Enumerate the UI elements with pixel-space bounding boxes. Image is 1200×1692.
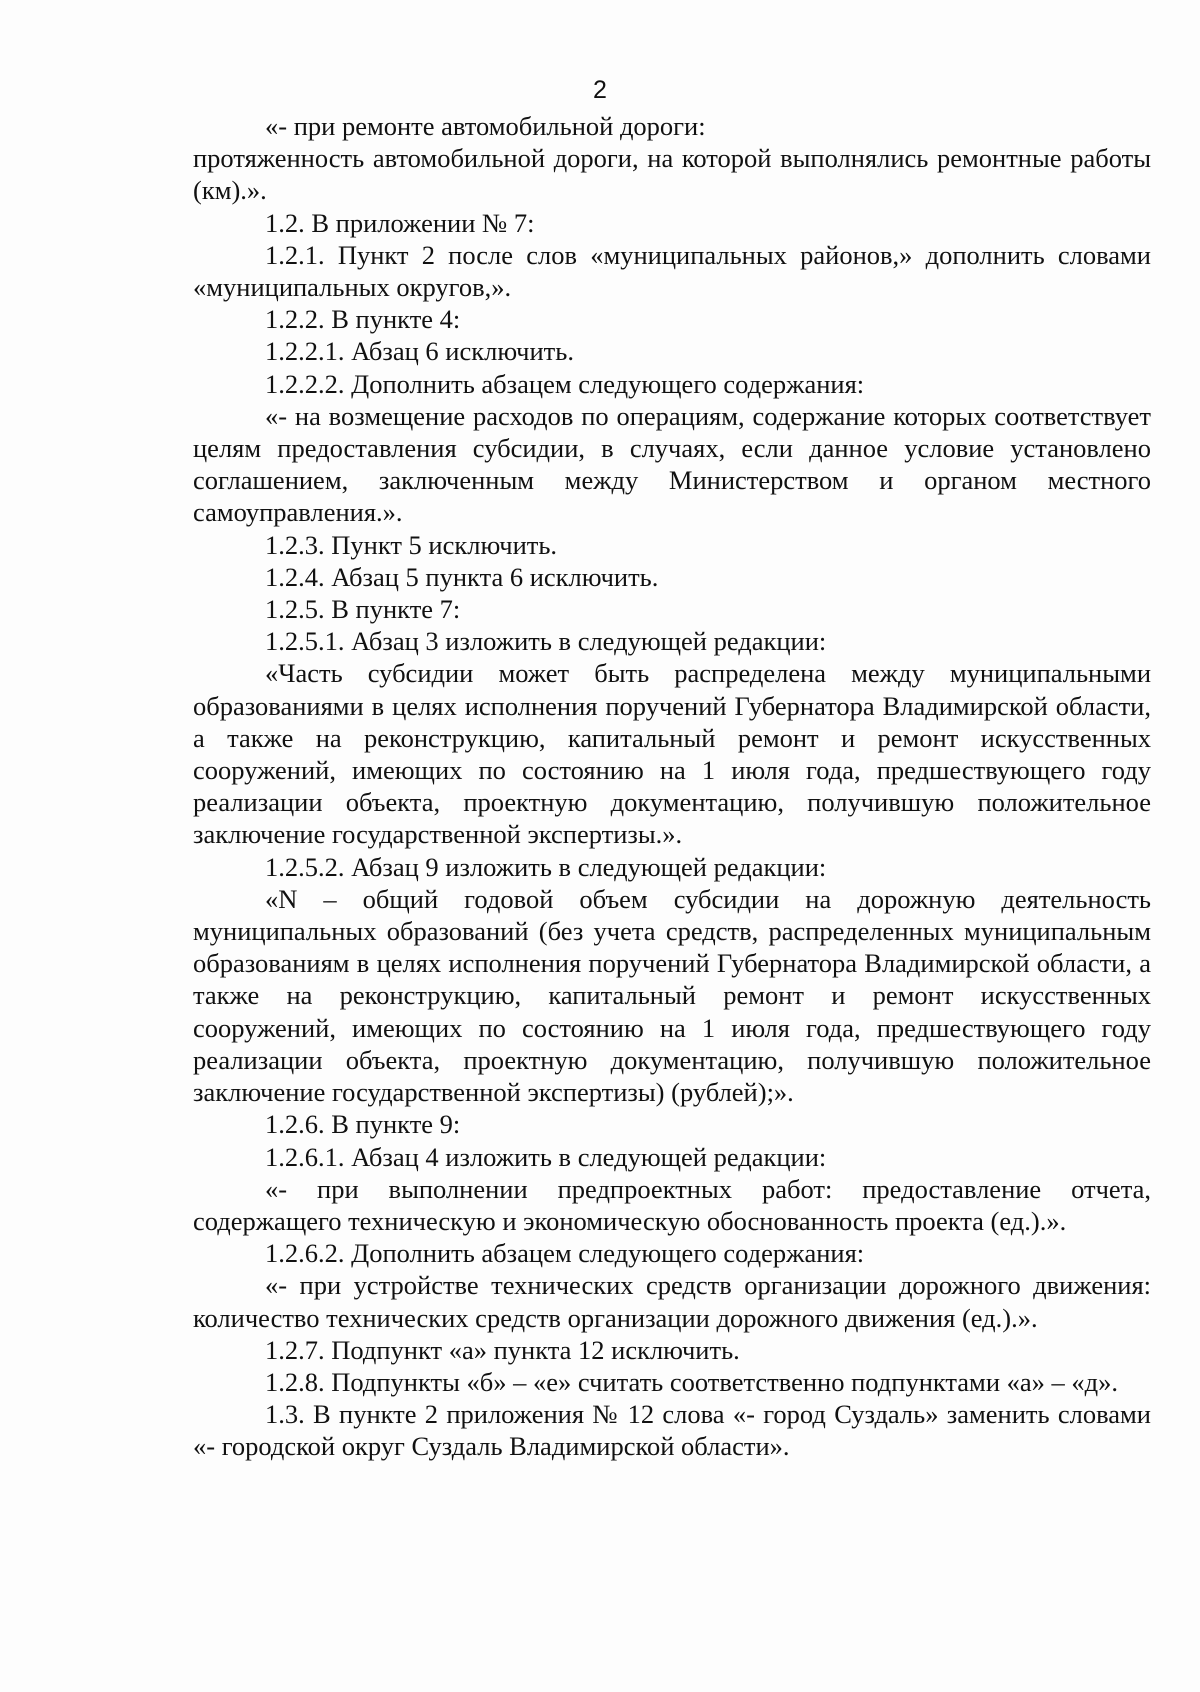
paragraph: 1.2.6.2. Дополнить абзацем следующего содержания: [265, 1238, 865, 1269]
paragraph: 1.2.6. В пункте 9: [265, 1109, 461, 1140]
paragraph: 1.2.5.1. Абзац 3 изложить в следующей редакции: [265, 626, 827, 657]
paragraph: «- на возмещение расходов по операциям, содержание которых соответствует целям предоставления субсидии, в случаях, если данное условие установлено соглашением, заключенным между Министерством и органом местного самоуправления.». [193, 400, 1151, 528]
paragraph: «Часть субсидии может быть распределена между муниципальными образованиями в целях исполнения поручений Губернатора Владимирской области, а также на реконструкцию, капитальный ремонт и ремонт искусственных сооружений, имеющих по состоянию на 1 июля года, предшествующего году реализации объекта, проектную документацию, получившую положительное заключение государственной экспертизы.». [193, 658, 1151, 850]
paragraph: 1.2.2. В пункте 4: [265, 304, 461, 335]
paragraph: 1.3. В пункте 2 приложения № 12 слова «- город Суздаль» заменить словами «- городской округ Суздаль Владимирской области». [193, 1399, 1151, 1462]
paragraph: 1.2.5. В пункте 7: [265, 594, 461, 625]
paragraph: 1.2.2.1. Абзац 6 исключить. [265, 336, 574, 367]
paragraph: «- при выполнении предпроектных работ: предоставление отчета, содержащего техническую и экономическую обоснованность проекта (ед.).». [193, 1173, 1151, 1236]
paragraph: «- при устройстве технических средств организации дорожного движения: количество технических средств организации дорожного движения (ед.).». [193, 1270, 1151, 1333]
paragraph: «- при ремонте автомобильной дороги: [265, 111, 706, 141]
paragraph: 1.2.7. Подпункт «а» пункта 12 исключить. [265, 1334, 740, 1365]
paragraph: 1.2.1. Пункт 2 после слов «муниципальных районов,» дополнить словами «муниципальных округов,». [193, 239, 1151, 303]
paragraph: 1.2.3. Пункт 5 исключить. [265, 529, 558, 560]
paragraph: 1.2.5.2. Абзац 9 изложить в следующей редакции: [265, 851, 827, 882]
paragraph: 1.2.8. Подпункты «б» – «е» считать соответственно подпунктами «а» – «д». [265, 1366, 1119, 1397]
document-body [193, 110, 1151, 1463]
page-number: 2 [593, 76, 607, 104]
paragraph: 1.2. В приложении № 7: [265, 207, 535, 238]
paragraph: 1.2.2.2. Дополнить абзацем следующего содержания: [265, 368, 865, 399]
paragraph: протяженность автомобильной дороги, на которой выполнялись ремонтные работы (км).». [193, 143, 1151, 206]
paragraph: 1.2.6.1. Абзац 4 изложить в следующей редакции: [265, 1141, 827, 1172]
paragraph: 1.2.4. Абзац 5 пункта 6 исключить. [265, 561, 659, 592]
paragraph: «N – общий годовой объем субсидии на дорожную деятельность муниципальных образований (без учета средств, распределенных муниципальным образованиям в целях исполнения поручений Губернатора Владимирской области, а также на реконструкцию, капитальный ремонт и ремонт искусственных сооружений, имеющих по состоянию на 1 июля года, предшествующего году реализации объекта, проектную документацию, получившую положительное заключение государственной экспертизы) (рублей);». [193, 883, 1151, 1108]
